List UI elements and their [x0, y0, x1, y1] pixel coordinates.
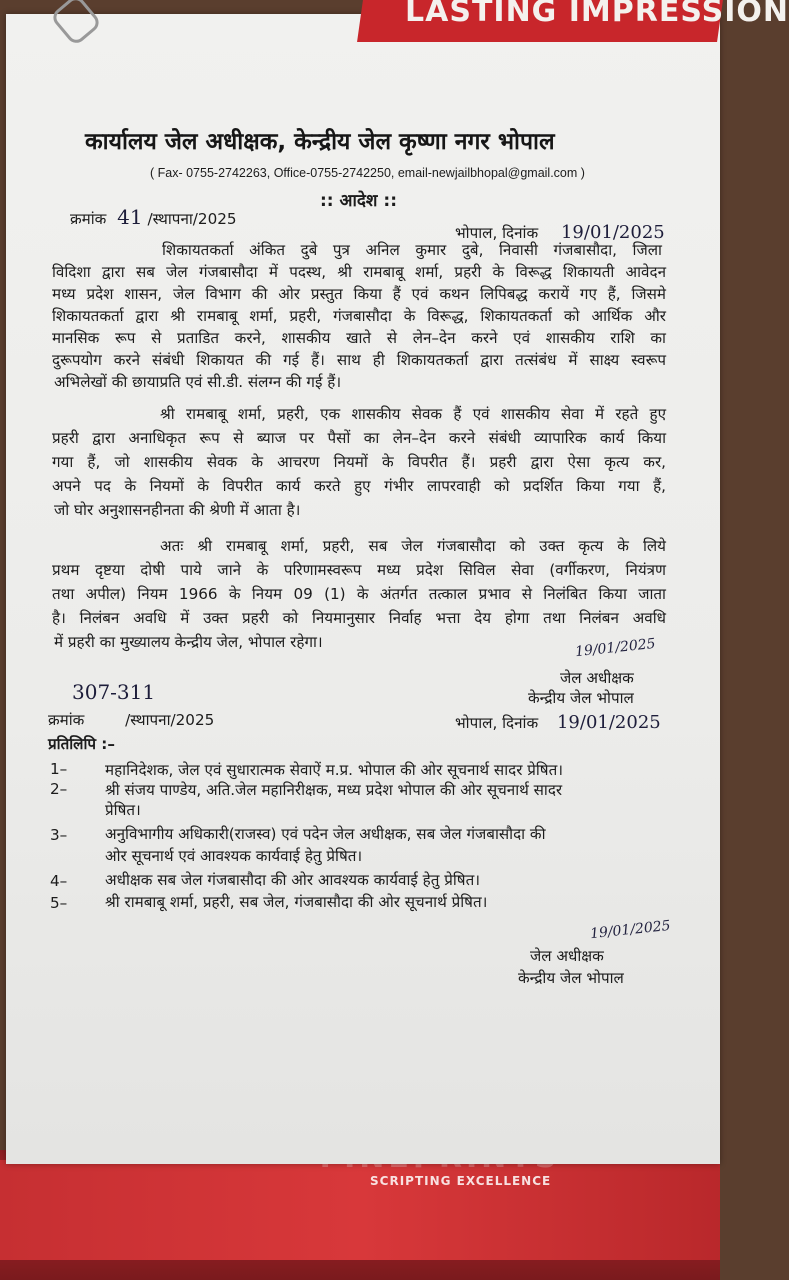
folder-top-text: LASTING IMPRESSION — [405, 0, 789, 29]
para3-line: तथा अपील) नियम 1966 के नियम 09 (1) के अंतर्गत तत्काल प्रभाव से निलंबित किया जाता — [52, 585, 666, 603]
copy-item-text: प्रेषित। — [105, 801, 141, 819]
para1-line: दुरूपयोग करने संबंधी शिकायत की गई हैं। साथ ही शिकायतकर्ता द्वारा तत्संबंध में साक्ष्य स्वरूप — [52, 351, 666, 369]
signature-date: 19/01/2025 — [589, 917, 672, 943]
office-contact: ( Fax- 0755-2742263, Office-0755-2742250, email-newjailbhopal@gmail.com ) — [150, 166, 585, 180]
order-date: 19/01/2025 — [560, 222, 665, 243]
ref-line-1 — [70, 205, 237, 229]
para1-line: विदिशा द्वारा सब जेल गंजबासौदा में पदस्थ, श्री रामबाबू शर्मा, प्रहरी के विरूद्ध शिकायती आवेदन — [52, 263, 666, 281]
copy-item-text: श्री रामबाबू शर्मा, प्रहरी, सब जेल, गंजबासौदा की ओर सूचनार्थ प्रेषित। — [105, 893, 488, 911]
para3-line: प्रथम दृष्टया दोषी पाये जाने के परिणामस्वरूप मध्य प्रदेश सिविल सेवा (वर्गीकरण, नियंत्रण — [52, 561, 666, 579]
ref-line-2 — [48, 710, 214, 730]
para1-line: शिकायतकर्ता द्वारा श्री रामबाबू शर्मा, प्रहरी, गंजबासौदा के विरूद्ध, शिकायतकर्ता को आर्थिक और — [52, 307, 666, 325]
order-heading: :: आदेश :: — [320, 191, 397, 211]
para2-line: गया हैं, जो शासकीय सेवक के आचरण नियमों के विपरीत हैं। प्रहरी द्वारा ऐसा कृत्य कर, — [52, 453, 666, 471]
signature-designation: जेल अधीक्षक — [560, 669, 634, 687]
place-date-label: भोपाल, दिनांक — [455, 714, 539, 732]
signature-office: केन्द्रीय जेल भोपाल — [518, 969, 624, 987]
para2-line: जो घोर अनुशासनहीनता की श्रेणी में आता है। — [54, 501, 301, 519]
copy-item-text: महानिदेशक, जेल एवं सुधारात्मक सेवाऐं म.प्र. भोपाल की ओर सूचनार्थ सादर प्रेषित। — [105, 761, 563, 779]
para3-line: में प्रहरी का मुख्यालय केन्द्रीय जेल, भोपाल रहेगा। — [54, 633, 323, 651]
copy-item-number: 2– — [50, 780, 68, 798]
para1-line: अभिलेखों की छायाप्रति एवं सी.डी. संलग्न की गई हैं। — [54, 373, 342, 391]
order-number: 41 — [117, 205, 143, 229]
para2-line: अपने पद के नियमों के विपरीत कार्य करते हुए गंभीर लापरवाही को प्रदर्शित किया गया हैं, — [52, 477, 666, 495]
copy-item-text: अधीक्षक सब जेल गंजबासौदा की ओर आवश्यक कार्यवाई हेतु प्रेषित। — [105, 871, 480, 889]
folder-brand-subtext: SCRIPTING EXCELLENCE — [370, 1174, 552, 1188]
para2-line: प्रहरी द्वारा अनाधिकृत रूप से ब्याज पर पैसों का लेन–देन करने संबंधी व्यापारिक कार्य किया — [52, 429, 666, 447]
handwritten-dispatch-number: 307-311 — [72, 680, 156, 704]
para3-line: अतः श्री रामबाबू शर्मा, प्रहरी, सब जेल गंजबासौदा को उक्त कृत्य के लिये — [160, 537, 666, 555]
kramank-label: क्रमांक — [70, 210, 107, 228]
copy-item-number: 5– — [50, 894, 68, 912]
para2-line: श्री रामबाबू शर्मा, प्रहरी, एक शासकीय सेवक हैं एवं शासकीय सेवा में रहते हुए — [160, 405, 666, 423]
sthapana-label: /स्थापना/2025 — [125, 711, 215, 729]
copy-date: 19/01/2025 — [556, 712, 661, 733]
para3-line: है। निलंबन अवधि में उक्त प्रहरी को नियमानुसार निर्वाह भत्ता देय होगा तथा निलंबन अवधि — [52, 609, 666, 627]
signature-designation: जेल अधीक्षक — [530, 947, 604, 965]
sthapana-label: /स्थापना/2025 — [147, 210, 237, 228]
para1-line: मध्य प्रदेश शासन, जेल विभाग की ओर प्रस्तुत किया हैं एवं कथन लिपिबद्ध करायें गए हैं, जिसमे — [52, 285, 666, 303]
ref-date-2 — [455, 712, 661, 733]
office-title: कार्यालय जेल अधीक्षक, केन्द्रीय जेल कृष्णा नगर भोपाल — [85, 129, 555, 155]
copy-item-number: 4– — [50, 872, 68, 890]
folder-band — [0, 1160, 720, 1260]
copy-item-text: अनुविभागीय अधिकारी(राजस्व) एवं पदेन जेल अधीक्षक, सब जेल गंजबासौदा की — [105, 825, 546, 843]
kramank-label: क्रमांक — [48, 711, 85, 729]
signature-date: 19/01/2025 — [574, 635, 657, 661]
copy-item-number: 1– — [50, 760, 68, 778]
signature-office: केन्द्रीय जेल भोपाल — [528, 689, 634, 707]
copy-item-text: ओर सूचनार्थ एवं आवश्यक कार्यवाई हेतु प्रेषित। — [105, 847, 363, 865]
copy-item-number: 3– — [50, 826, 68, 844]
copy-heading: प्रतिलिपि :– — [48, 735, 115, 753]
para1-line: मानसिक रूप से प्रताडित करने, शासकीय खाते से लेन–देन करने एवं शासकीय राशि का — [52, 329, 666, 347]
place-date-label: भोपाल, दिनांक — [455, 224, 539, 242]
para1-line: शिकायतकर्ता अंकित दुबे पुत्र अनिल कुमार दुबे, निवासी गंजबासौदा, जिला — [162, 241, 662, 259]
copy-item-text: श्री संजय पाण्डेय, अति.जेल महानिरीक्षक, मध्य प्रदेश भोपाल की ओर सूचनार्थ सादर — [105, 781, 563, 799]
